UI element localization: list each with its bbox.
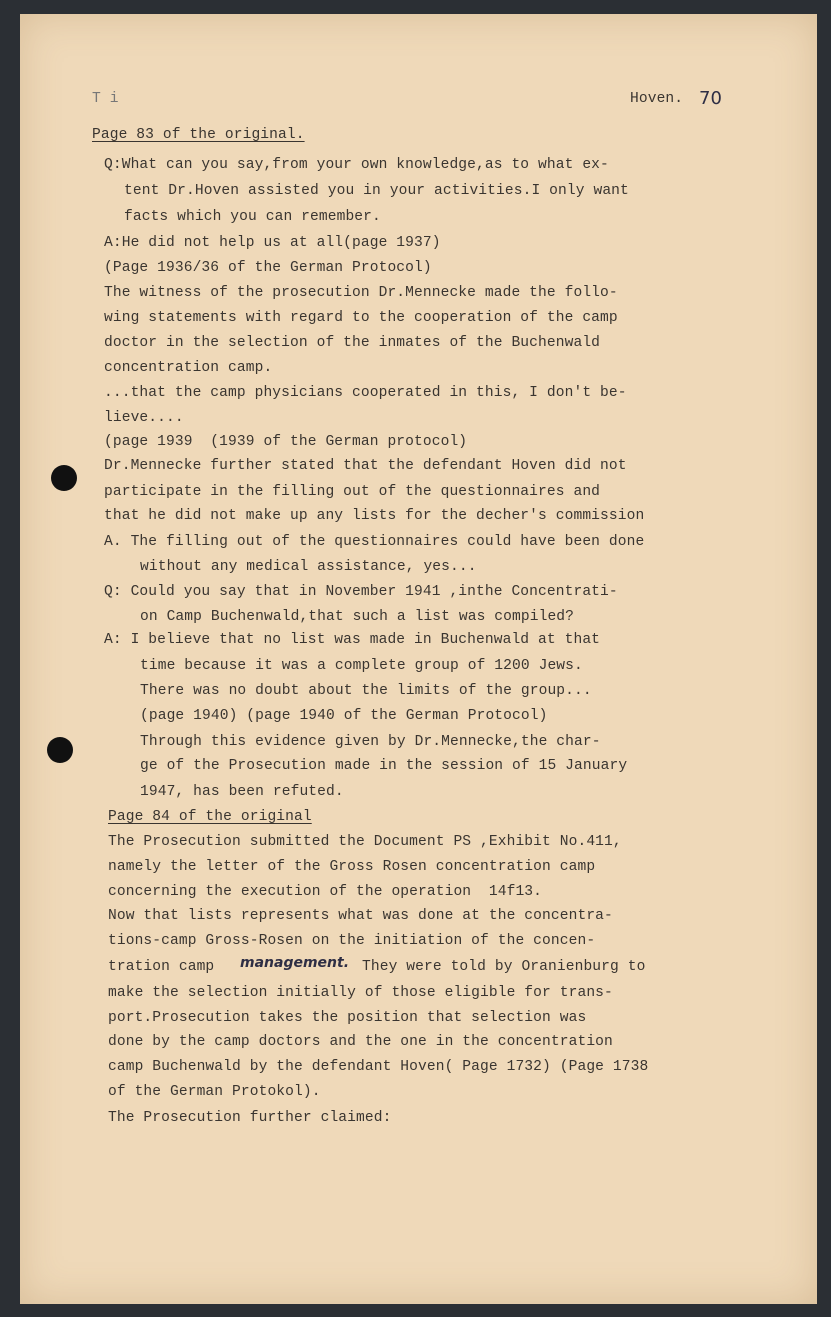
- text-line: tration camp: [108, 959, 215, 975]
- text-line: make the selection initially of those eligible for trans-: [108, 985, 613, 1001]
- text-line: Q:What can you say,from your own knowledge,as to what ex-: [104, 157, 609, 173]
- text-line: wing statements with regard to the cooperation of the camp: [104, 310, 618, 326]
- handwritten-insertion: management.: [240, 955, 350, 971]
- text-line: participate in the filling out of the questionnaires and: [104, 484, 601, 500]
- text-line: Dr.Mennecke further stated that the defendant Hoven did not: [104, 458, 627, 474]
- text-line: doctor in the selection of the inmates of the Buchenwald: [104, 335, 601, 351]
- text-line: A. The filling out of the questionnaires could have been done: [104, 534, 645, 550]
- text-line: A: I believe that no list was made in Buchenwald at that: [104, 632, 601, 648]
- text-line: (page 1940) (page 1940 of the German Protocol): [140, 708, 548, 724]
- text-line: concentration camp.: [104, 360, 273, 376]
- header-left-mark: T i: [92, 91, 119, 107]
- section-heading-page-84: Page 84 of the original: [108, 809, 312, 825]
- header-title: Hoven.: [630, 91, 684, 107]
- page-number: 70: [699, 88, 722, 109]
- text-line: that he did not make up any lists for the decher's commission: [104, 508, 645, 524]
- text-line: There was no doubt about the limits of the group...: [140, 683, 592, 699]
- text-line: port.Prosecution takes the position that selection was: [108, 1010, 587, 1026]
- text-line: time because it was a complete group of 1200 Jews.: [140, 658, 583, 674]
- text-line: (page 1939 (1939 of the German protocol): [104, 434, 468, 450]
- text-line: A:He did not help us at all(page 1937): [104, 235, 441, 251]
- text-line: tions-camp Gross-Rosen on the initiation of the concen-: [108, 933, 596, 949]
- text-line: camp Buchenwald by the defendant Hoven( Page 1732) (Page 1738: [108, 1059, 649, 1075]
- text-line: 1947, has been refuted.: [140, 784, 344, 800]
- text-line: ge of the Prosecution made in the session of 15 January: [140, 758, 628, 774]
- text-line: tent Dr.Hoven assisted you in your activities.I only want: [124, 183, 629, 199]
- text-line: on Camp Buchenwald,that such a list was compiled?: [140, 609, 575, 625]
- text-line: The Prosecution further claimed:: [108, 1110, 392, 1126]
- text-line: The Prosecution submitted the Document PS ,Exhibit No.411,: [108, 834, 622, 850]
- text-line: (Page 1936/36 of the German Protocol): [104, 260, 432, 276]
- text-line: done by the camp doctors and the one in the concentration: [108, 1034, 613, 1050]
- text-line: of the German Protokol).: [108, 1084, 321, 1100]
- text-line: lieve....: [104, 410, 184, 426]
- section-heading-page-83: Page 83 of the original.: [92, 127, 305, 143]
- text-line: Q: Could you say that in November 1941 ,inthe Concentrati-: [104, 584, 618, 600]
- text-line: namely the letter of the Gross Rosen concentration camp: [108, 859, 596, 875]
- text-line: Now that lists represents what was done at the concentra-: [108, 908, 613, 924]
- text-line: ...that the camp physicians cooperated in this, I don't be-: [104, 385, 627, 401]
- punch-hole-bottom: [47, 737, 73, 763]
- text-line: The witness of the prosecution Dr.Mennecke made the follo-: [104, 285, 618, 301]
- text-line: facts which you can remember.: [124, 209, 381, 225]
- punch-hole-top: [51, 465, 77, 491]
- text-line: Through this evidence given by Dr.Mennecke,the char-: [140, 734, 601, 750]
- text-line: They were told by Oranienburg to: [362, 959, 646, 975]
- text-line: concerning the execution of the operation 14f13.: [108, 884, 543, 900]
- text-line: without any medical assistance, yes...: [140, 559, 477, 575]
